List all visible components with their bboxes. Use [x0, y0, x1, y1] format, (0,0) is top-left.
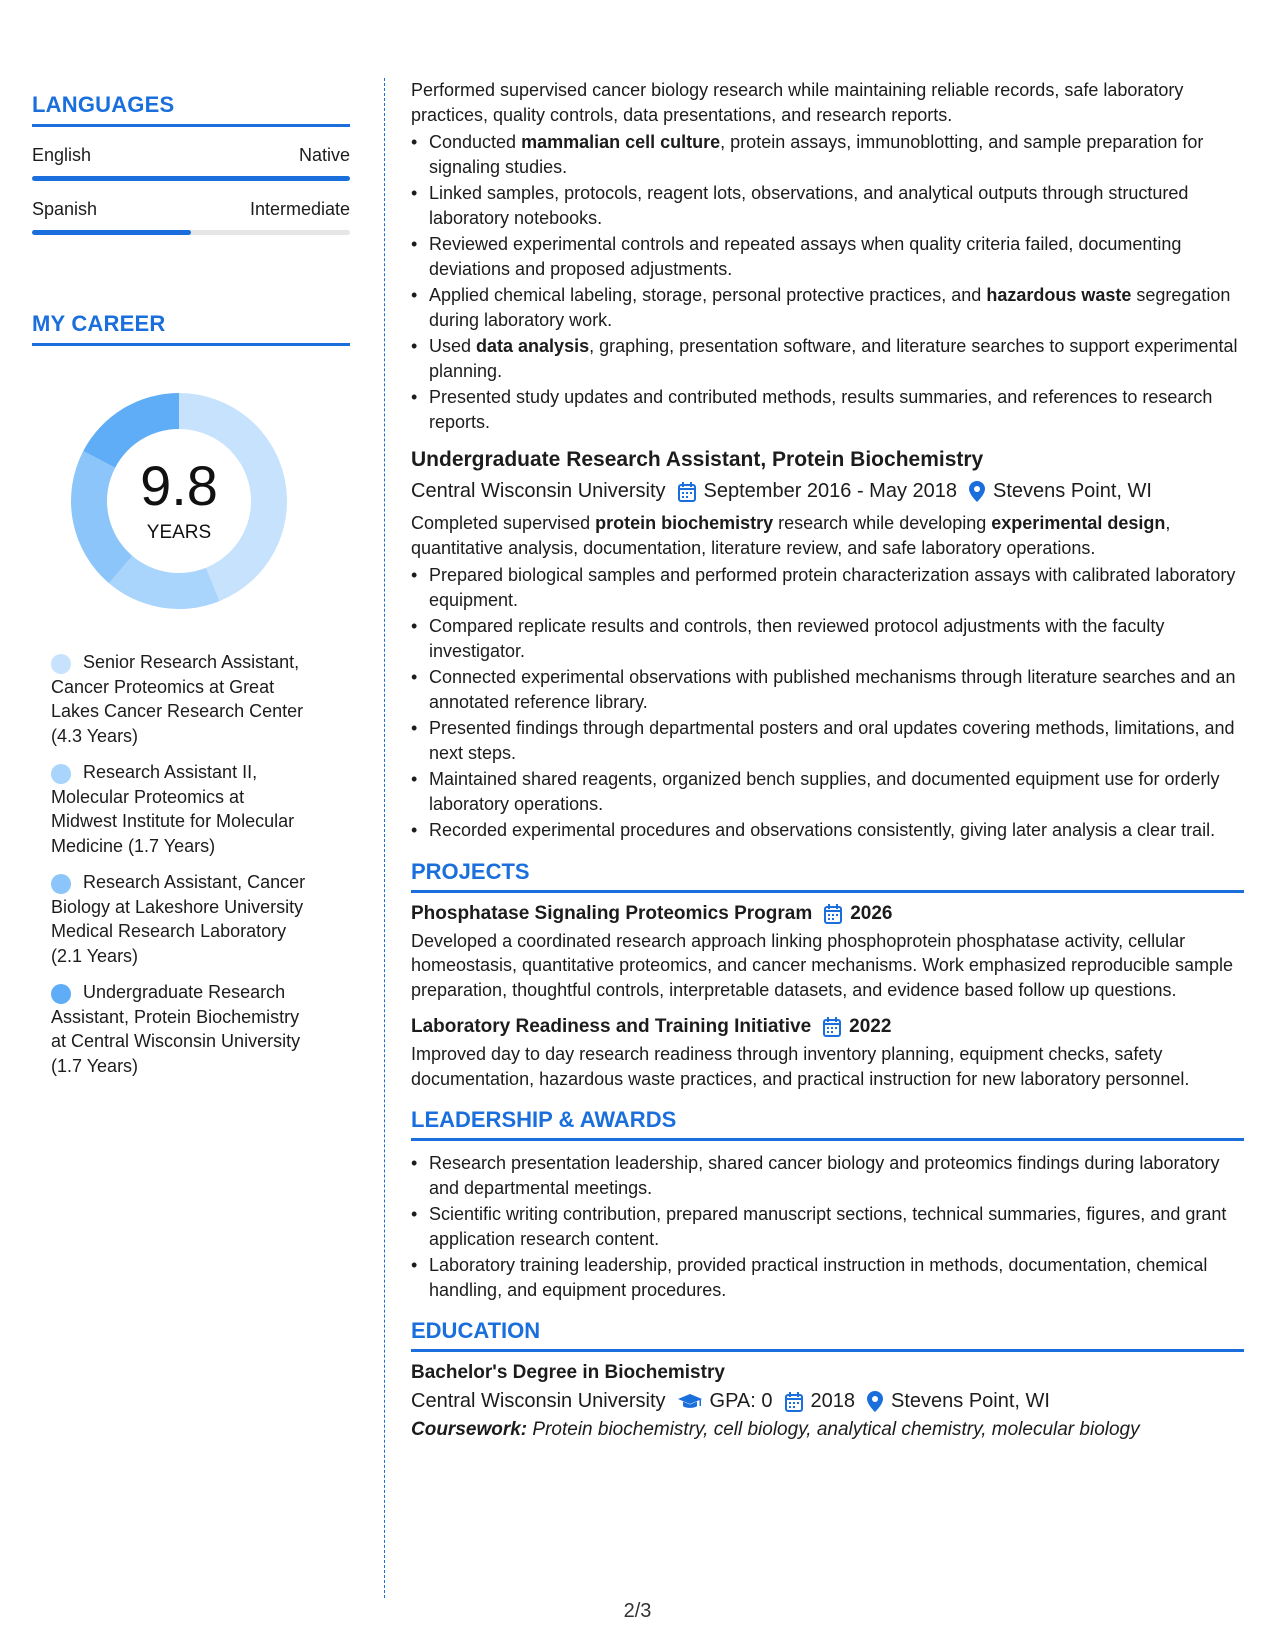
calendar-icon	[824, 904, 842, 924]
degree-title: Bachelor's Degree in Biochemistry	[411, 1362, 725, 1383]
leadership-title: LEADERSHIP & AWARDS	[411, 1107, 677, 1132]
bullet-item: • Reviewed experimental controls and repeated assays when quality criteria failed, documenting deviations and proposed adjustments.	[411, 232, 1244, 281]
bullet-item: • Connected experimental observations with published mechanisms through literature searches and an annotated reference library.	[411, 665, 1244, 714]
education-title: EDUCATION	[411, 1318, 541, 1343]
job-summary: Completed supervised protein biochemistry research while developing experimental design, quantitative analysis, documentation, literature review, and safe laboratory operations.	[411, 513, 1171, 558]
education-meta	[411, 1390, 1244, 1413]
career-title: MY CAREER	[32, 311, 166, 336]
project-description: Developed a coordinated research approach linking phosphoprotein phosphatase activity, cellular homeostasis, quantitative proteomics, and cancer mechanisms. Work emphasized reproducible sample preparation, thoughtful controls, interpretable datasets, and evidence based follow up questions.	[411, 930, 1234, 1000]
project-name: Laboratory Readiness and Training Initiative	[411, 1016, 812, 1037]
job-meta	[411, 480, 1244, 503]
career-legend-item	[51, 870, 312, 968]
bullet-item: • Laboratory training leadership, provided practical instruction in methods, documentation, chemical handling, and equipment procedures.	[411, 1253, 1244, 1302]
project-description: Improved day to day research readiness through inventory planning, equipment checks, safety documentation, hazardous waste practices, and practical instruction for new laboratory personnel.	[411, 1044, 1190, 1089]
location-pin-icon	[867, 1391, 883, 1412]
coursework-label: Coursework:	[411, 1419, 528, 1440]
projects-rule	[411, 890, 1244, 893]
page-number: 2/3	[623, 1600, 652, 1622]
calendar-icon	[785, 1392, 803, 1412]
career-legend-item	[51, 980, 312, 1078]
education-rule	[411, 1349, 1244, 1352]
school-name: Central Wisconsin University	[411, 1390, 666, 1412]
language-name: English	[32, 145, 92, 165]
language-item	[32, 199, 350, 235]
donut-segment	[109, 556, 220, 609]
bullet-item: • Presented findings through departmental posters and oral updates covering methods, limitations, and next steps.	[411, 716, 1244, 765]
career-total-unit: YEARS	[146, 522, 212, 543]
legend-dot-icon	[51, 764, 71, 784]
calendar-icon	[678, 482, 696, 502]
location-pin-icon	[969, 481, 985, 502]
career-legend-item	[51, 760, 312, 858]
graduation-year: 2018	[810, 1390, 856, 1412]
career-legend	[32, 650, 312, 1078]
right-column	[411, 78, 1244, 1441]
graduation-cap-icon	[678, 1393, 702, 1411]
bullet-item: • Recorded experimental procedures and observations consistently, giving later analysis a clear trail.	[411, 818, 1244, 843]
school-location: Stevens Point, WI	[891, 1390, 1050, 1412]
prev-job-bullets	[411, 130, 1244, 434]
job-organization: Central Wisconsin University	[411, 480, 666, 502]
career-legend-label: Senior Research Assistant, Cancer Proteomics at Great Lakes Cancer Research Center (4.3 Years)	[51, 652, 304, 746]
career-rule	[32, 343, 350, 346]
bullet-item: • Prepared biological samples and performed protein characterization assays with calibrated laboratory equipment.	[411, 563, 1244, 612]
bullet-item: • Applied chemical labeling, storage, personal protective practices, and hazardous waste segregation during laboratory work.	[411, 283, 1244, 332]
project-year: 2022	[849, 1016, 892, 1037]
bullet-item: • Presented study updates and contributed methods, results summaries, and references to research reports.	[411, 385, 1244, 434]
leadership-bullets	[411, 1151, 1244, 1302]
calendar-icon	[823, 1017, 841, 1037]
language-level-bar	[32, 230, 350, 235]
prev-job-summary: Performed supervised cancer biology research while maintaining reliable records, safe laboratory practices, quality controls, data presentations, and research reports.	[411, 80, 1184, 125]
bullet-item: • Scientific writing contribution, prepared manuscript sections, technical summaries, figures, and grant application research content.	[411, 1202, 1244, 1251]
career-legend-label: Undergraduate Research Assistant, Protein Biochemistry at Central Wisconsin University (1.7 Years)	[51, 982, 301, 1076]
bullet-item: • Linked samples, protocols, reagent lots, observations, and analytical outputs through structured laboratory notebooks.	[411, 181, 1244, 230]
bullet-item: • Research presentation leadership, shared cancer biology and proteomics findings during laboratory and departmental meetings.	[411, 1151, 1244, 1200]
job-title: Undergraduate Research Assistant, Protein Biochemistry	[411, 448, 984, 471]
career-legend-label: Research Assistant II, Molecular Proteomics at Midwest Institute for Molecular Medicine (1.7 Years)	[51, 762, 295, 856]
career-donut-chart	[66, 388, 292, 614]
legend-dot-icon	[51, 984, 71, 1004]
career-total-years: 9.8	[140, 454, 218, 517]
job-dates: September 2016 - May 2018	[703, 480, 958, 502]
language-level: Intermediate	[249, 199, 350, 219]
project-header	[411, 1016, 1244, 1038]
languages-rule	[32, 124, 350, 127]
legend-dot-icon	[51, 654, 71, 674]
language-level-fill	[32, 176, 350, 181]
bullet-item: • Conducted mammalian cell culture, protein assays, immunoblotting, and sample preparation for signaling studies.	[411, 130, 1244, 179]
legend-dot-icon	[51, 874, 71, 894]
career-legend-label: Research Assistant, Cancer Biology at Lakeshore University Medical Research Laboratory (2.1 Years)	[51, 872, 306, 966]
column-divider	[384, 78, 385, 1598]
language-name: Spanish	[32, 199, 98, 219]
gpa-value: GPA: 0	[709, 1390, 773, 1412]
job-location: Stevens Point, WI	[993, 480, 1152, 502]
coursework	[411, 1419, 1244, 1441]
language-level: Native	[298, 145, 350, 165]
career-legend-item	[51, 650, 312, 748]
language-level-bar	[32, 176, 350, 181]
language-item	[32, 145, 350, 181]
language-level-fill	[32, 230, 191, 235]
project-year: 2026	[850, 902, 893, 924]
leadership-rule	[411, 1138, 1244, 1141]
projects-title: PROJECTS	[411, 858, 530, 884]
languages-title: LANGUAGES	[32, 92, 175, 117]
left-column	[32, 92, 350, 1090]
coursework-list: Protein biochemistry, cell biology, analytical chemistry, molecular biology	[527, 1419, 1140, 1440]
bullet-item: • Maintained shared reagents, organized bench supplies, and documented equipment use for orderly laboratory operations.	[411, 767, 1244, 816]
project-name: Phosphatase Signaling Proteomics Program	[411, 902, 813, 924]
bullet-item: • Compared replicate results and controls, then reviewed protocol adjustments with the faculty investigator.	[411, 614, 1244, 663]
bullet-item: • Used data analysis, graphing, presentation software, and literature searches to support experimental planning.	[411, 334, 1244, 383]
job-bullets	[411, 563, 1244, 843]
project-header	[411, 903, 1244, 925]
